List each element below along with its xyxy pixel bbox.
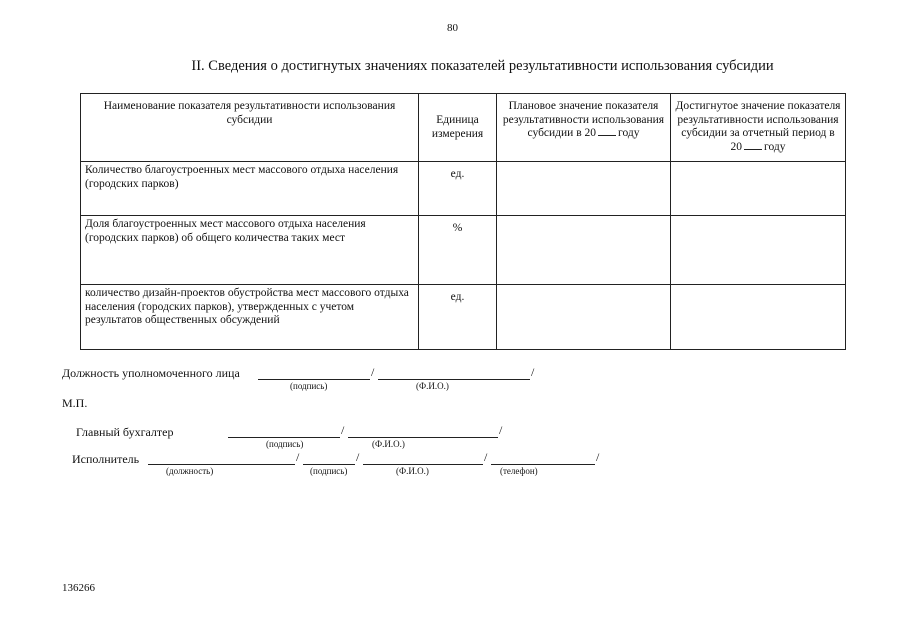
indicator-name: количество дизайн-проектов обустройства мест массового отдыха населения (городских парков), утвержденных с учетом результатов общественных обсуждений: [81, 285, 419, 350]
accountant-signature-line: [228, 437, 340, 438]
caption-fio: (Ф.И.О.): [372, 439, 405, 449]
caption-position: (должность): [166, 466, 214, 476]
executor-label: Исполнитель: [72, 452, 140, 466]
header-plan-value: [497, 94, 671, 162]
achieved-value-cell: [671, 216, 846, 285]
caption-signature: (подпись): [290, 381, 328, 391]
year-blank: [598, 135, 616, 136]
official-fio-line: [378, 379, 530, 380]
unit-text: %: [452, 222, 463, 234]
separator: /: [341, 423, 345, 437]
seal-label: М.П.: [62, 396, 88, 410]
caption-fio: (Ф.И.О.): [396, 466, 429, 476]
header-unit: Единица измерения: [419, 94, 497, 162]
header-plan-suffix: году: [618, 127, 640, 139]
official-position-label: Должность уполномоченного лица: [62, 366, 240, 380]
unit-text: ед.: [450, 168, 465, 180]
header-plan-prefix: Плановое значение показателя результативности использования субсидии в 20: [502, 100, 665, 139]
caption-fio: (Ф.И.О.): [416, 381, 449, 391]
plan-value-cell: [497, 285, 671, 350]
table-row: [81, 216, 846, 285]
caption-signature: (подпись): [310, 466, 348, 476]
page-number: 80: [447, 22, 458, 34]
header-indicator-name: Наименование показателя результативности использования субсидии: [81, 94, 419, 162]
unit-text: ед.: [450, 291, 465, 303]
achieved-value-cell: [671, 285, 846, 350]
executor-signature-line: [303, 464, 355, 465]
year-blank: [744, 149, 762, 150]
header-fact-prefix: Достигнутое значение показателя результативности использования субсидии за отчетный период в 20: [675, 100, 841, 153]
separator: /: [484, 450, 488, 464]
table-row: [81, 162, 846, 216]
executor-fio-line: [363, 464, 483, 465]
indicator-unit: [419, 216, 497, 285]
plan-value-cell: [497, 162, 671, 216]
document-code: 136266: [62, 582, 95, 594]
separator: /: [296, 450, 300, 464]
official-signature-line: [258, 379, 370, 380]
caption-signature: (подпись): [266, 439, 304, 449]
separator: /: [596, 450, 600, 464]
indicator-unit: [419, 285, 497, 350]
plan-value-cell: [497, 216, 671, 285]
accountant-fio-line: [348, 437, 498, 438]
indicator-name: Количество благоустроенных мест массового отдыха населения (городских парков): [81, 162, 419, 216]
header-fact-suffix: году: [764, 140, 786, 153]
section-title: II. Сведения о достигнутых значениях показателей результативности использования субсидии: [191, 58, 774, 74]
achieved-value-cell: [671, 162, 846, 216]
chief-accountant-label: Главный бухгалтер: [76, 425, 174, 439]
table-row: [81, 285, 846, 350]
indicators-table: [80, 93, 846, 350]
separator: /: [371, 365, 375, 379]
executor-position-line: [148, 464, 295, 465]
table-header-row: [81, 94, 846, 162]
separator: /: [356, 450, 360, 464]
separator: /: [531, 365, 535, 379]
caption-phone: (телефон): [500, 466, 538, 476]
separator: /: [499, 423, 503, 437]
indicator-unit: [419, 162, 497, 216]
indicator-name: Доля благоустроенных мест массового отдыха населения (городских парков) об общего количества таких мест: [81, 216, 419, 285]
executor-phone-line: [491, 464, 595, 465]
header-achieved-value: [671, 94, 846, 162]
